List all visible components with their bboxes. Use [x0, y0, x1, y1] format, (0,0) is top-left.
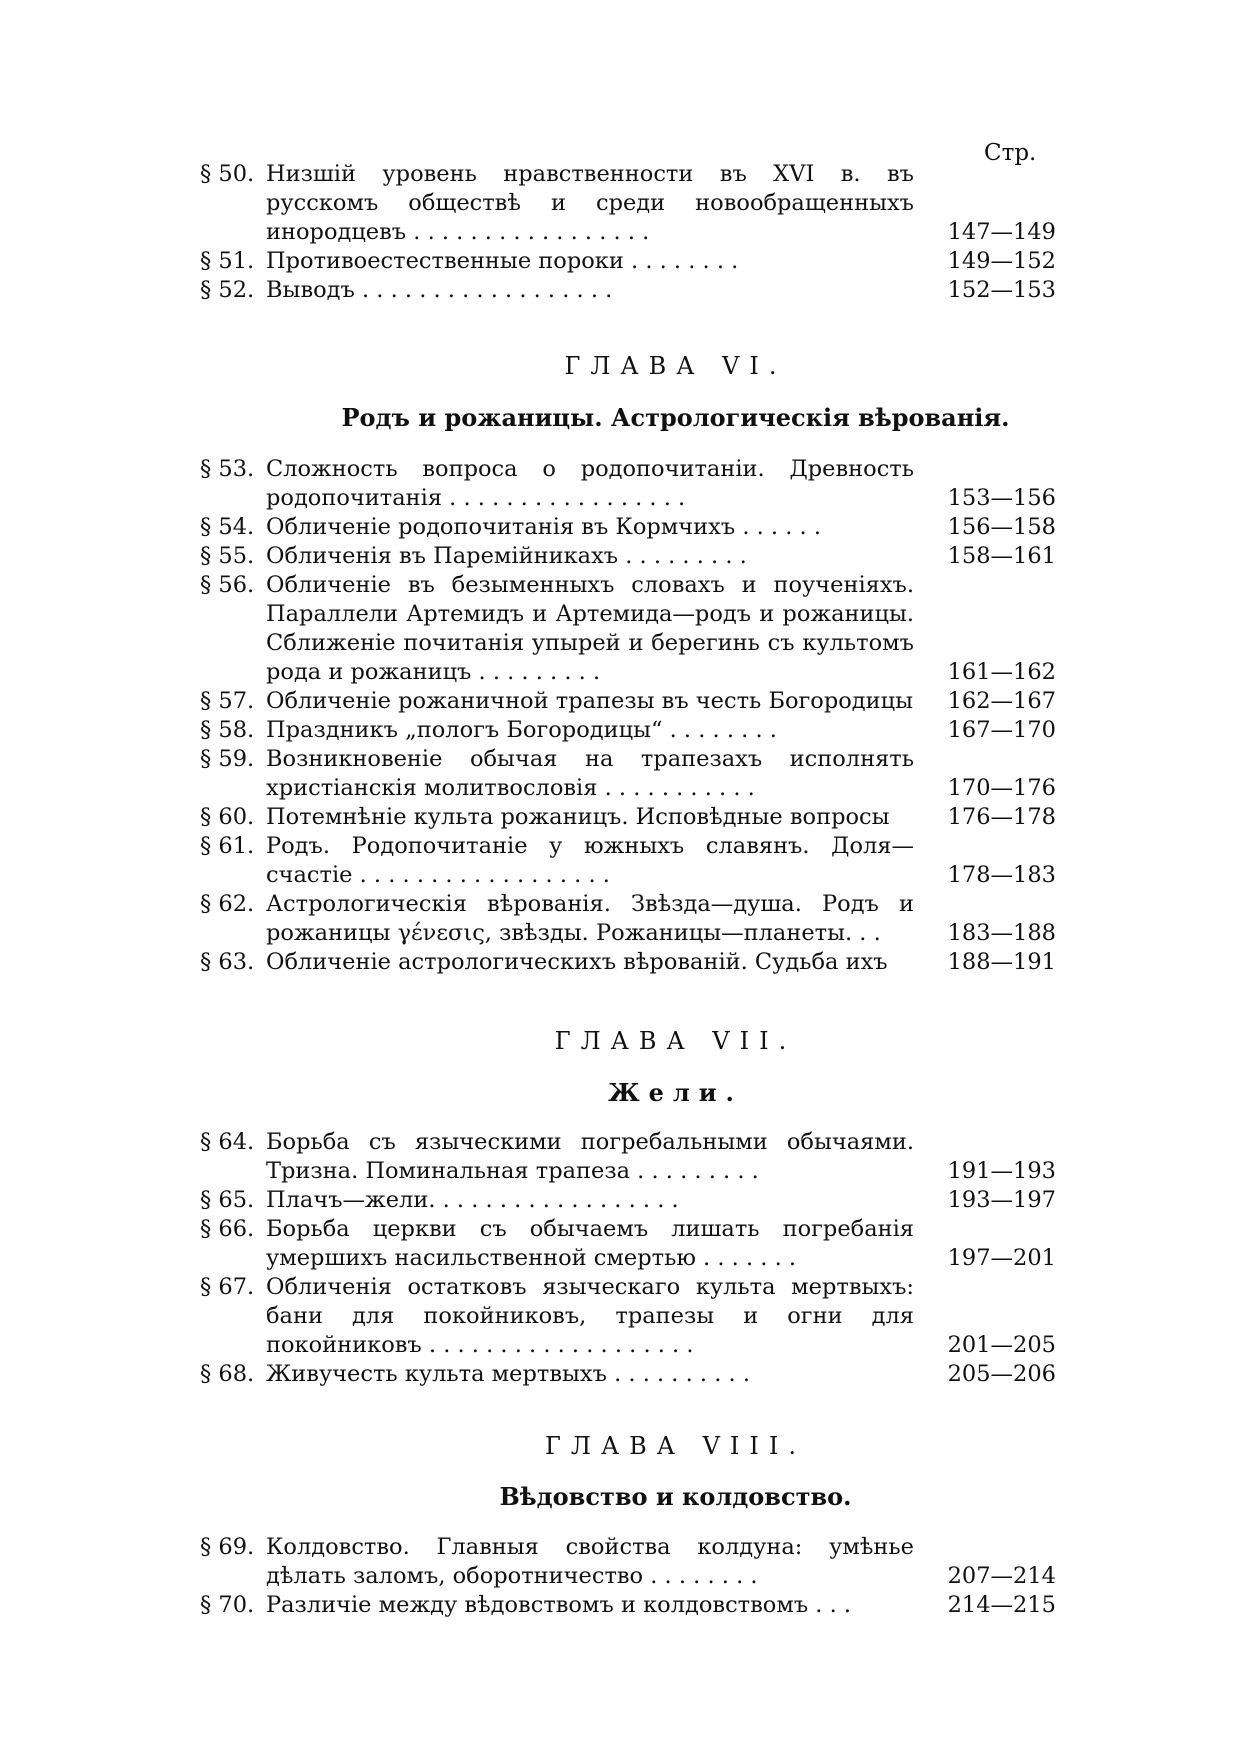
- chapter-subtitle: Жели.: [608, 1078, 743, 1107]
- page-range: 149—152: [947, 248, 1056, 274]
- toc-entry: [200, 1186, 1056, 1215]
- page-range: 183—188: [947, 920, 1056, 946]
- section-title: Потемнѣніе культа рожаницъ. Исповѣдные вопросы: [266, 804, 890, 830]
- section-number: § 58.: [200, 717, 255, 743]
- chapter-heading: ГЛАВА VI.: [564, 352, 787, 380]
- section-title: Выводъ . . . . . . . . . . . . . . . . . .: [266, 277, 613, 303]
- toc-entry: [200, 687, 1056, 716]
- chapter-heading: ГЛАВА VII.: [554, 1027, 797, 1055]
- toc-entry: [200, 571, 1056, 687]
- page-range: 167—170: [947, 717, 1056, 743]
- section-number: § 51.: [200, 248, 255, 274]
- toc-entry: [200, 890, 1056, 948]
- toc-entry: [200, 513, 1056, 542]
- page-range: 158—161: [947, 543, 1056, 569]
- section-title: Обличеніе въ безыменныхъ словахъ и поученіяхъ. Параллели Артемидъ и Артемида—родъ и рожаницы. Сближеніе почитанія упырей и берегинь съ культомъ рода и рожаницъ . . . . . . . . .: [266, 572, 914, 685]
- toc-entry: [200, 803, 1056, 832]
- toc-entry: [200, 1360, 1056, 1389]
- page-range: 201—205: [947, 1332, 1056, 1358]
- section-title: Борьба съ языческими погребальными обычаями. Тризна. Поминальная трапеза . . . . . . . . .: [266, 1129, 914, 1184]
- section-title: Обличеніе родопочитанія въ Кормчихъ . . . . . .: [266, 514, 821, 540]
- section-number: § 62.: [200, 891, 255, 917]
- section-number: § 66.: [200, 1216, 255, 1242]
- toc-entry: [200, 716, 1056, 745]
- section-title: Борьба церкви съ обычаемъ лишать погребанія умершихъ насильственной смертью . . . . . . .: [266, 1216, 914, 1271]
- section-number: § 70.: [200, 1592, 255, 1618]
- chapter-subtitle: Вѣдовство и колдовство.: [499, 1482, 852, 1511]
- toc-entry: [200, 948, 1056, 977]
- section-number: § 60.: [200, 804, 255, 830]
- section-number: § 56.: [200, 572, 255, 598]
- toc-entry: [200, 1128, 1056, 1186]
- section-number: § 69.: [200, 1534, 255, 1560]
- section-number: § 57.: [200, 688, 255, 714]
- page-range: 152—153: [947, 277, 1056, 303]
- section-number: § 68.: [200, 1361, 255, 1387]
- chapter-heading: ГЛАВА VIII.: [545, 1432, 806, 1460]
- section-number: § 50.: [200, 161, 255, 187]
- toc-entry: [200, 1215, 1056, 1273]
- page-column-header: Стр.: [984, 140, 1037, 166]
- section-title: Живучесть культа мертвыхъ . . . . . . . . . .: [266, 1361, 750, 1387]
- section-title: Противоестественные пороки . . . . . . . .: [266, 248, 739, 274]
- page-range: 207—214: [947, 1563, 1056, 1589]
- section-title: Колдовство. Главныя свойства колдуна: умѣнье дѣлать заломъ, оборотничество . . . . . . . .: [266, 1534, 914, 1589]
- page-range: 176—178: [947, 804, 1056, 830]
- section-number: § 64.: [200, 1129, 255, 1155]
- section-number: § 59.: [200, 746, 255, 772]
- toc-entry: [200, 1591, 1056, 1620]
- toc-entry: [200, 745, 1056, 803]
- section-number: § 65.: [200, 1187, 255, 1213]
- toc-entry: [200, 160, 1056, 247]
- section-number: § 53.: [200, 456, 255, 482]
- section-title: Обличеніе астрологическихъ вѣрованій. Судьба ихъ: [266, 949, 888, 975]
- section-title: Обличенія въ Паремійникахъ . . . . . . . . .: [266, 543, 747, 569]
- toc-entry: [200, 455, 1056, 513]
- toc-entry: [200, 1273, 1056, 1360]
- section-number: § 63.: [200, 949, 255, 975]
- section-title: Плачъ—жели. . . . . . . . . . . . . . . . . .: [266, 1187, 679, 1213]
- page-range: 161—162: [947, 659, 1056, 685]
- toc-entry: [200, 832, 1056, 890]
- section-title: Праздникъ „пологъ Богородицы“ . . . . . . . .: [266, 717, 777, 743]
- section-title: Обличеніе рожаничной трапезы въ честь Богородицы: [266, 688, 914, 714]
- page-range: 156—158: [947, 514, 1056, 540]
- toc-entry: [200, 1533, 1056, 1591]
- toc-entry: [200, 276, 1056, 305]
- section-number: § 61.: [200, 833, 255, 859]
- page-range: 147—149: [947, 219, 1056, 245]
- chapter-subtitle: Родъ и рожаницы. Астрологическія вѣрованія.: [341, 403, 1010, 432]
- section-title: Возникновеніе обычая на трапезахъ исполнять христіанскія молитвословія . . . . . . . . . . .: [266, 746, 914, 801]
- section-number: § 54.: [200, 514, 255, 540]
- section-number: § 55.: [200, 543, 255, 569]
- section-title: Низшій уровень нравственности въ XVI в. въ русскомъ обществѣ и среди новообращенныхъ инородцевъ . . . . . . . . . . . . . . . . .: [266, 161, 914, 245]
- section-title: Обличенія остатковъ языческаго культа мертвыхъ: бани для покойниковъ, трапезы и огни для покойниковъ . . . . . . . . . . . . . . . . . . .: [266, 1274, 914, 1358]
- toc-entry: [200, 247, 1056, 276]
- page-range: 214—215: [947, 1592, 1056, 1618]
- page-range: 170—176: [947, 775, 1056, 801]
- section-number: § 67.: [200, 1274, 255, 1300]
- page-range: 191—193: [947, 1158, 1056, 1184]
- page-range: 178—183: [947, 862, 1056, 888]
- page-range: 162—167: [947, 688, 1056, 714]
- section-title: Сложность вопроса о родопочитаніи. Древность родопочитанія . . . . . . . . . . . . . . . . .: [266, 456, 914, 511]
- page-range: 197—201: [947, 1245, 1056, 1271]
- section-title: Различіе между вѣдовствомъ и колдовствомъ . . .: [266, 1592, 852, 1618]
- section-title: Астрологическія вѣрованія. Звѣзда—душа. Родъ и рожаницы γένεσις, звѣзды. Рожаницы—планеты. . .: [266, 891, 914, 946]
- section-number: § 52.: [200, 277, 255, 303]
- page-range: 193—197: [947, 1187, 1056, 1213]
- toc-entry: [200, 542, 1056, 571]
- page-range: 188—191: [947, 949, 1056, 975]
- section-title: Родъ. Родопочитаніе у южныхъ славянъ. Доля—счастіе . . . . . . . . . . . . . . . . . .: [266, 833, 914, 888]
- page-range: 153—156: [947, 485, 1056, 511]
- page-range: 205—206: [947, 1361, 1056, 1387]
